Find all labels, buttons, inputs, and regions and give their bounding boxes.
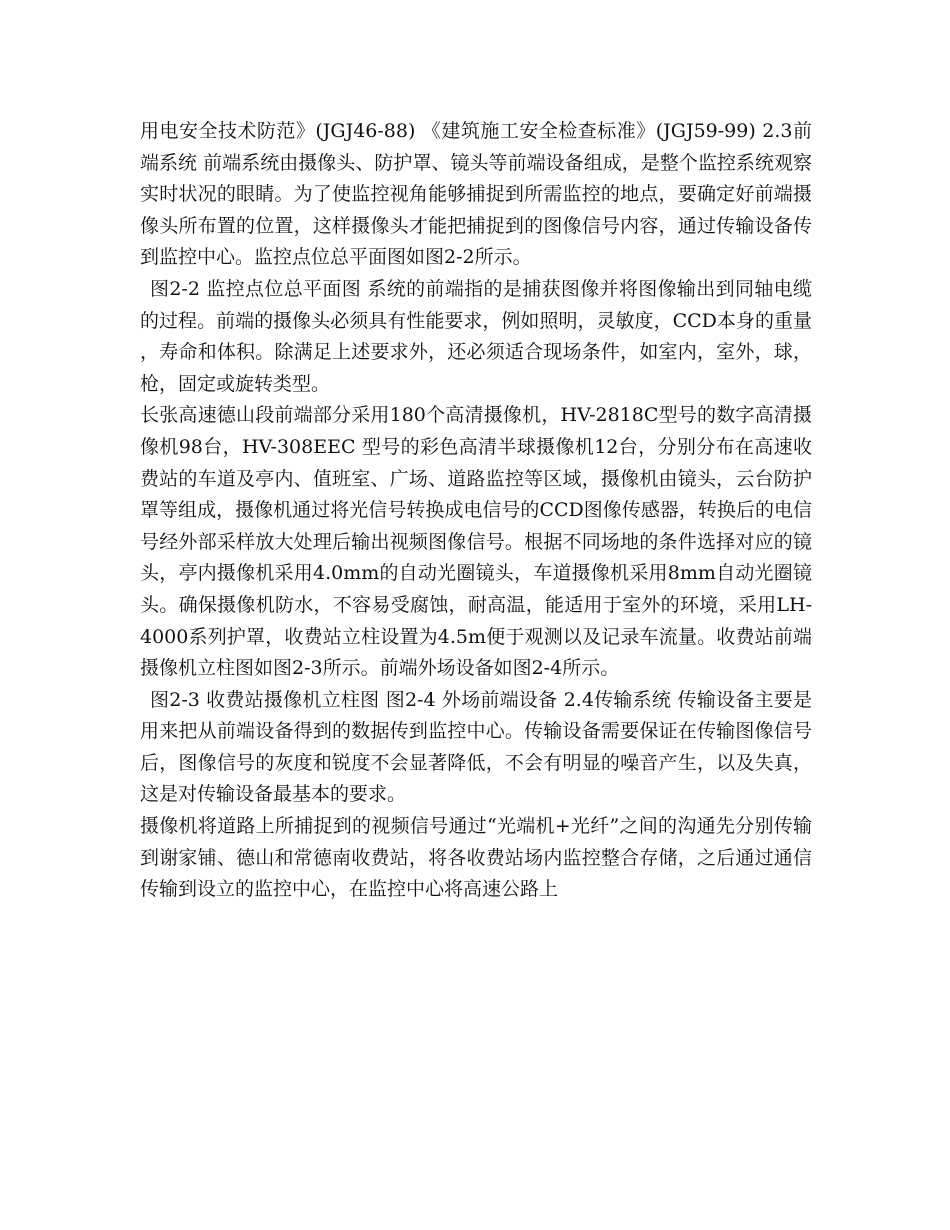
document-body bbox=[140, 116, 812, 906]
paragraph-video-transmission: 摄像机将道路上所捕捉到的视频信号通过“光端机+光纤”之间的沟通先分别传输到谢家铺、德山和常德南收费站，将各收费站场内监控整合存储，之后通过通信传输到设立的监控中心，在监控中心将高速公路上 bbox=[140, 815, 812, 901]
paragraph-standards-frontend: 用电安全技术防范》(JGJ46-88) 《建筑施工安全检查标准》(JGJ59-99) 2.3前端系统 前端系统由摄像头、防护罩、镜头等前端设备组成，是整个监控系统观察实时状况的眼睛。为了使监控视角能够捕捉到所需监控的地点，要确定好前端摄像头所布置的位置，这样摄像头才能把捕捉到的图像信号内容，通过传输设备传到监控中心。监控点位总平面图如图2-2所示。 bbox=[140, 120, 812, 269]
paragraph-transmission-system: 图2-3 收费站摄像机立柱图 图2-4 外场前端设备 2.4传输系统 传输设备主要是用来把从前端设备得到的数据传到监控中心。传输设备需要保证在传输图像信号后，图像信号的灰度和锐度不会显著降低，不会有明显的噪音产生，以及失真，这是对传输设备最基本的要求。 bbox=[140, 688, 812, 806]
paragraph-figure-2-2: 图2-2 监控点位总平面图 系统的前端指的是捕获图像并将图像输出到同轴电缆的过程。前端的摄像头必须具有性能要求，例如照明，灵敏度，CCD本身的重量，寿命和体积。除满足上述要求外，还必须适合现场条件，如室内，室外，球，枪，固定或旋转类型。 bbox=[140, 277, 812, 395]
paragraph-camera-deployment: 长张高速德山段前端部分采用180个高清摄像机，HV-2818C型号的数字高清摄像机98台，HV-308EEC 型号的彩色高清半球摄像机12台，分别分布在高速收费站的车道及亭内、值班室、广场、道路监控等区域，摄像机由镜头，云台防护罩等组成，摄像机通过将光信号转换成电信号的CCD图像传感器，转换后的电信号经外部采样放大处理后输出视频图像信号。根据不同场地的条件选择对应的镜头，亭内摄像机采用4.0mm的自动光圈镜头，车道摄像机采用8mm自动光圈镜头。确保摄像机防水，不容易受腐蚀，耐高温，能适用于室外的环境，采用LH-4000系列护罩，收费站立柱设置为4.5m便于观测以及记录车流量。收费站前端摄像机立柱图如图2-3所示。前端外场设备如图2-4所示。 bbox=[140, 404, 812, 680]
